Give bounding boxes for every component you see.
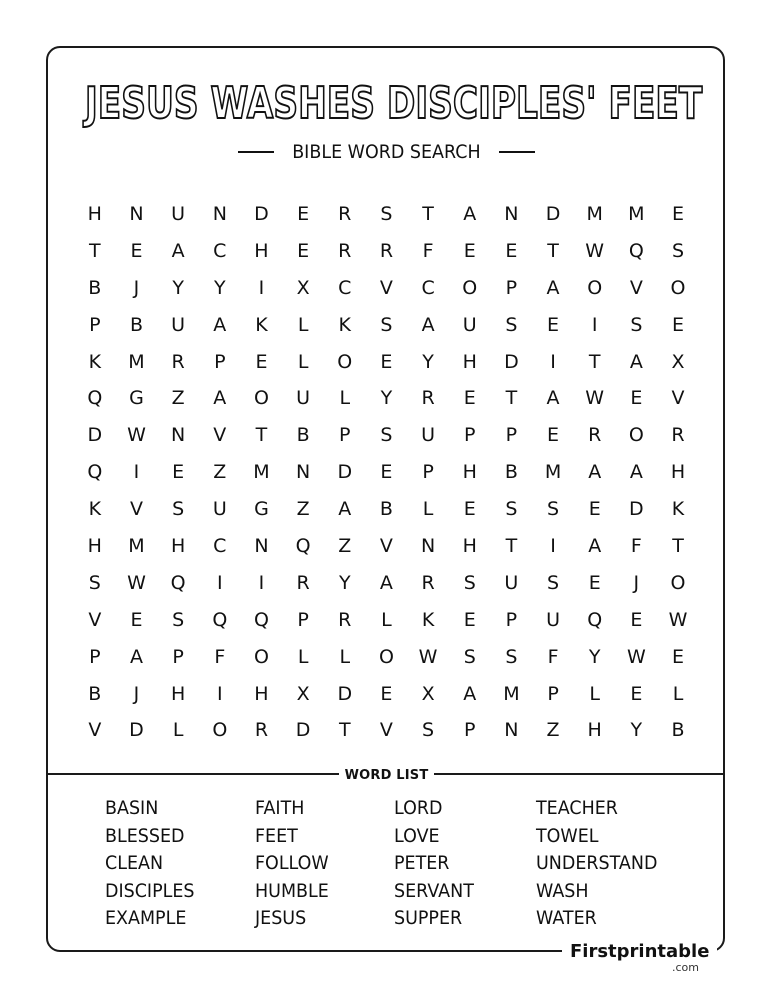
grid-letter: B <box>296 424 310 447</box>
grid-letter: T <box>547 239 559 262</box>
grid-letter: D <box>629 498 644 521</box>
grid-letter: Q <box>295 535 311 558</box>
word-item: LORD <box>394 797 443 819</box>
grid-letter: Y <box>172 276 184 299</box>
grid-letter: E <box>130 239 143 262</box>
word-list-heading <box>0 764 773 785</box>
grid-letter: S <box>463 645 476 668</box>
word-item: HUMBLE <box>255 879 329 902</box>
grid-letter: D <box>337 461 353 484</box>
grid-letter: R <box>171 350 185 373</box>
grid-letter: K <box>671 498 685 521</box>
grid-letter: Z <box>171 387 185 410</box>
grid-letter: A <box>171 239 185 262</box>
grid-letter: C <box>421 276 435 299</box>
grid-letter: P <box>172 645 184 668</box>
word-item: PETER <box>394 852 450 874</box>
grid-letter: R <box>254 719 269 742</box>
grid-letter: T <box>505 535 518 558</box>
grid-letter: Y <box>422 350 434 373</box>
grid-letter: S <box>463 571 476 594</box>
word-item: LOVE <box>394 824 440 847</box>
grid-letter: H <box>254 682 269 705</box>
grid-letter: V <box>379 719 393 742</box>
grid-letter: S <box>380 313 393 336</box>
grid-letter: Z <box>546 719 560 742</box>
grid-letter: N <box>504 719 519 742</box>
grid-letter: P <box>547 682 559 705</box>
grid-letter: M <box>544 461 562 484</box>
grid-letter: E <box>588 498 601 521</box>
grid-letter: W <box>585 239 605 262</box>
grid-letter: N <box>420 535 436 558</box>
grid-letter: F <box>214 645 226 668</box>
word-item: WATER <box>536 907 597 929</box>
grid-letter: C <box>338 276 352 299</box>
grid-letter: U <box>504 571 519 594</box>
grid-letter: R <box>588 424 602 447</box>
grid-letter: V <box>379 276 393 299</box>
grid-letter: U <box>171 203 186 225</box>
grid-letter: V <box>88 608 102 631</box>
letter-grid <box>74 196 699 749</box>
grid-letter: A <box>588 535 602 558</box>
grid-letter: E <box>630 608 643 631</box>
grid-letter: W <box>127 424 146 447</box>
grid-letter: P <box>464 424 476 447</box>
grid-letter: H <box>587 719 602 742</box>
grid-letter: O <box>628 424 644 447</box>
grid-letter: U <box>462 313 477 336</box>
grid-letter: J <box>633 571 640 594</box>
grid-letter: T <box>588 350 601 373</box>
grid-letter: D <box>545 203 561 225</box>
grid-letter: A <box>129 645 143 668</box>
grid-letter: M <box>253 461 270 484</box>
grid-letter: P <box>505 608 518 631</box>
grid-letter: E <box>463 387 476 410</box>
grid-letter: Z <box>296 498 310 521</box>
word-column-4 <box>536 795 668 933</box>
grid-letter: A <box>546 276 560 299</box>
page-title: JESUS WASHES DISCIPLES' FEET <box>85 78 703 129</box>
grid-letter: I <box>216 682 223 705</box>
grid-letter: Q <box>253 608 269 631</box>
grid-letter: S <box>172 498 185 521</box>
grid-letter: A <box>213 387 227 410</box>
grid-letter: O <box>212 719 228 742</box>
grid-letter: W <box>668 608 688 631</box>
grid-letter: D <box>295 719 311 742</box>
grid-letter: I <box>258 276 265 299</box>
word-item: SERVANT <box>394 879 474 902</box>
grid-letter: L <box>672 682 684 705</box>
grid-letter: N <box>129 203 144 225</box>
grid-letter: V <box>88 719 102 742</box>
grid-letter: U <box>171 313 186 336</box>
word-item: FEET <box>255 824 298 847</box>
grid-letter: H <box>462 535 477 558</box>
grid-letter: H <box>670 461 686 484</box>
grid-letter: K <box>338 313 351 336</box>
grid-letter: M <box>128 350 145 373</box>
grid-letter: L <box>297 645 309 668</box>
brand-suffix: .com <box>672 961 699 974</box>
grid-letter: A <box>463 682 477 705</box>
grid-letter: R <box>421 571 435 594</box>
grid-letter: A <box>338 498 352 521</box>
grid-letter: B <box>379 498 393 521</box>
grid-letter: K <box>255 313 268 336</box>
grid-letter: E <box>255 350 268 373</box>
grid-letter: N <box>212 203 227 225</box>
grid-letter: Y <box>380 387 393 410</box>
grid-letter: U <box>212 498 227 521</box>
grid-letter: S <box>671 239 685 262</box>
grid-letter: F <box>630 535 642 558</box>
grid-letter: A <box>213 313 227 336</box>
word-item: BASIN <box>105 797 159 819</box>
grid-letter: V <box>379 535 393 558</box>
grid-letter: L <box>589 682 600 705</box>
grid-letter: K <box>421 608 435 631</box>
grid-letter: U <box>421 424 436 447</box>
grid-letter: X <box>296 276 310 299</box>
word-list <box>0 795 773 935</box>
grid-letter: X <box>296 682 310 705</box>
grid-letter: S <box>505 313 518 336</box>
grid-letter: P <box>89 313 101 336</box>
grid-letter: C <box>213 239 227 262</box>
grid-letter: O <box>253 387 269 410</box>
grid-letter: I <box>550 350 556 373</box>
grid-letter: E <box>588 571 601 594</box>
grid-letter: H <box>170 682 186 705</box>
grid-letter: R <box>296 571 310 594</box>
grid-letter: Z <box>213 461 227 484</box>
grid-letter: M <box>628 203 645 225</box>
grid-letter: P <box>214 350 226 373</box>
grid-letter: E <box>130 608 143 631</box>
grid-letter: S <box>422 719 435 742</box>
grid-letter: A <box>588 461 602 484</box>
grid-letter: S <box>380 424 393 447</box>
grid-letter: L <box>339 387 351 410</box>
grid-letter: I <box>216 571 223 594</box>
grid-letter: T <box>255 424 268 447</box>
grid-letter: W <box>127 571 146 594</box>
grid-letter: L <box>172 719 184 742</box>
grid-letter: O <box>670 571 686 594</box>
grid-letter: R <box>379 239 394 262</box>
grid-letter: E <box>630 682 643 705</box>
grid-letter: E <box>547 313 560 336</box>
grid-letter: O <box>670 276 686 299</box>
grid-letter: E <box>672 313 685 336</box>
grid-letter: L <box>297 313 309 336</box>
grid-letter: Q <box>587 608 603 631</box>
grid-letter: E <box>380 350 393 373</box>
grid-letter: O <box>253 645 269 668</box>
subtitle-text: BIBLE WORD SEARCH <box>292 141 481 163</box>
grid-letter: S <box>547 571 560 594</box>
word-column-2 <box>255 795 335 933</box>
grid-letter: O <box>378 645 394 668</box>
grid-letter: M <box>128 535 145 558</box>
grid-letter: C <box>213 535 227 558</box>
subtitle-right-rule <box>499 151 535 153</box>
grid-letter: A <box>629 350 643 373</box>
grid-letter: L <box>297 350 309 373</box>
word-item: WASH <box>536 879 589 902</box>
grid-letter: S <box>380 203 393 225</box>
grid-letter: F <box>422 239 434 262</box>
grid-letter: I <box>591 313 598 336</box>
grid-letter: F <box>547 645 559 668</box>
word-item: FOLLOW <box>255 852 329 874</box>
grid-letter: B <box>504 461 518 484</box>
grid-letter: Q <box>212 608 228 631</box>
subtitle-left-rule <box>238 151 274 153</box>
grid-letter: P <box>339 424 351 447</box>
grid-letter: E <box>672 203 685 225</box>
grid-letter: Z <box>338 535 352 558</box>
grid-letter: L <box>381 608 392 631</box>
grid-letter: E <box>380 461 393 484</box>
grid-letter: E <box>672 645 685 668</box>
grid-letter: D <box>254 203 269 225</box>
grid-letter: P <box>422 461 434 484</box>
grid-letter: S <box>505 645 518 668</box>
grid-letter: Y <box>588 645 601 668</box>
grid-letter: A <box>379 571 393 594</box>
word-list-label: WORD LIST <box>339 767 435 785</box>
grid-letter: I <box>258 571 265 594</box>
grid-letter: Q <box>628 239 644 262</box>
grid-letter: N <box>504 203 519 225</box>
grid-letter: J <box>133 276 140 299</box>
grid-letter: O <box>462 276 478 299</box>
grid-letter: E <box>463 239 476 262</box>
grid-letter: R <box>338 608 352 631</box>
grid-letter: E <box>380 682 393 705</box>
word-item: JESUS <box>255 907 307 929</box>
grid-letter: B <box>671 719 685 742</box>
grid-letter: L <box>339 645 351 668</box>
grid-letter: L <box>422 498 434 521</box>
grid-letter: Y <box>213 276 226 299</box>
grid-letter: E <box>630 387 643 410</box>
grid-letter: H <box>170 535 186 558</box>
grid-letter: G <box>129 387 144 410</box>
grid-letter: Q <box>87 461 103 484</box>
grid-letter: A <box>546 387 560 410</box>
grid-letter: P <box>89 645 101 668</box>
grid-letter: T <box>505 387 518 410</box>
grid-letter: V <box>129 498 143 521</box>
grid-letter: I <box>550 535 556 558</box>
grid-letter: S <box>547 498 560 521</box>
word-item: BLESSED <box>105 824 185 847</box>
grid-letter: H <box>87 203 102 225</box>
grid-letter: X <box>421 682 435 705</box>
grid-letter: X <box>671 350 685 373</box>
grid-letter: Q <box>170 571 186 594</box>
grid-letter: W <box>418 645 438 668</box>
grid-letter: W <box>585 387 605 410</box>
grid-letter: S <box>172 608 185 631</box>
grid-letter: I <box>133 461 140 484</box>
grid-letter: V <box>213 424 227 447</box>
grid-letter: P <box>505 276 518 299</box>
grid-letter: H <box>462 350 477 373</box>
grid-letter: S <box>88 571 101 594</box>
grid-letter: R <box>338 239 352 262</box>
word-item: EXAMPLE <box>105 907 187 929</box>
grid-letter: R <box>421 387 435 410</box>
grid-letter: B <box>129 313 143 336</box>
grid-letter: N <box>254 535 269 558</box>
grid-letter: A <box>629 461 643 484</box>
grid-letter: S <box>630 313 643 336</box>
grid-letter: E <box>172 461 185 484</box>
grid-letter: A <box>463 203 477 225</box>
word-item: CLEAN <box>105 852 164 874</box>
grid-letter: B <box>88 682 102 705</box>
grid-letter: Y <box>338 571 351 594</box>
grid-letter: H <box>462 461 477 484</box>
grid-letter: A <box>421 313 435 336</box>
grid-letter: T <box>338 719 351 742</box>
grid-letter: G <box>254 498 269 521</box>
grid-letter: U <box>546 608 560 631</box>
grid-letter: E <box>297 239 310 262</box>
word-column-1 <box>105 795 202 933</box>
grid-letter: P <box>297 608 309 631</box>
grid-letter: K <box>88 498 102 521</box>
word-column-3 <box>394 795 481 933</box>
grid-letter: R <box>671 424 685 447</box>
grid-letter: V <box>629 276 643 299</box>
grid-letter: T <box>422 203 434 225</box>
grid-letter: H <box>254 239 269 262</box>
grid-letter: D <box>87 424 103 447</box>
grid-letter: E <box>297 203 310 225</box>
grid-letter: Q <box>87 387 103 410</box>
grid-letter: J <box>133 682 140 705</box>
grid-letter: D <box>129 719 144 742</box>
word-item: DISCIPLES <box>105 879 195 902</box>
grid-letter: M <box>586 203 603 225</box>
grid-letter: N <box>296 461 311 484</box>
word-item: TEACHER <box>536 797 618 819</box>
word-item: SUPPER <box>394 907 463 929</box>
grid-letter: E <box>463 498 476 521</box>
grid-letter: O <box>587 276 603 299</box>
grid-letter: S <box>505 498 518 521</box>
grid-letter: P <box>505 424 518 447</box>
grid-letter: V <box>671 387 685 410</box>
grid-letter: U <box>296 387 311 410</box>
grid-letter: B <box>88 276 102 299</box>
grid-letter: Y <box>630 719 643 742</box>
subtitle <box>0 138 773 166</box>
grid-letter: D <box>337 682 353 705</box>
grid-letter: N <box>171 424 186 447</box>
grid-letter: E <box>505 239 518 262</box>
grid-letter: H <box>87 535 102 558</box>
word-item: UNDERSTAND <box>536 852 658 874</box>
grid-letter: E <box>547 424 560 447</box>
grid-letter: O <box>337 350 353 373</box>
grid-letter: T <box>672 535 684 558</box>
grid-letter: W <box>626 645 646 668</box>
grid-letter: D <box>504 350 519 373</box>
word-item: TOWEL <box>536 824 599 847</box>
grid-letter: R <box>338 203 352 225</box>
grid-letter: M <box>503 682 520 705</box>
grid-letter: T <box>89 239 101 262</box>
word-item: FAITH <box>255 797 305 819</box>
grid-letter: E <box>463 608 476 631</box>
grid-letter: K <box>88 350 102 373</box>
grid-letter: P <box>464 719 476 742</box>
brand-logo: Firstprintable <box>562 940 717 964</box>
